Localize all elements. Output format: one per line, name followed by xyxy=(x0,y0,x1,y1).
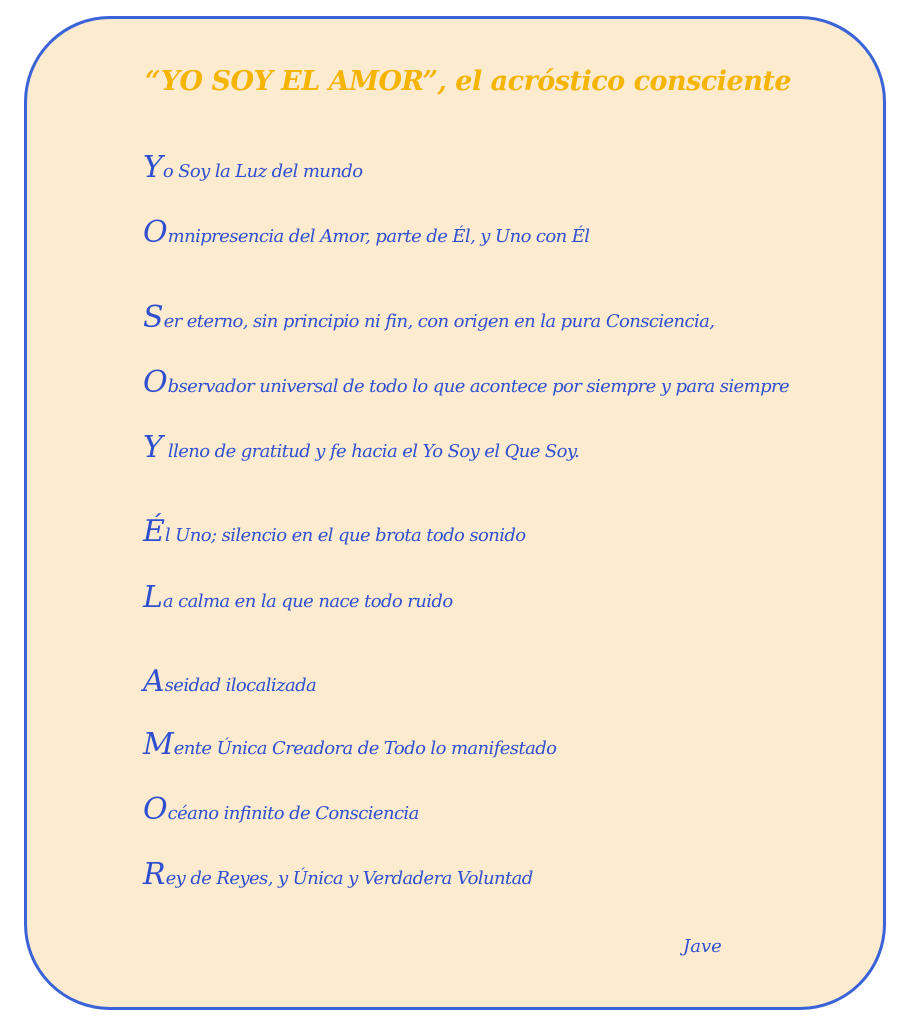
poem-line-text: o Soy la Luz del mundo xyxy=(162,161,363,182)
poem-line-2 xyxy=(143,215,590,250)
poem-line-text: lleno de gratitud y fe hacia el Yo Soy el Que Soy. xyxy=(162,441,580,462)
poem-line-text: er eterno, sin principio ni fin, con origen en la pura Consciencia, xyxy=(163,311,715,332)
poem-line-6 xyxy=(143,514,526,549)
poem-line-initial: O xyxy=(143,365,168,400)
poem-line-text: mnipresencia del Amor, parte de Él, y Uno con Él xyxy=(167,226,590,247)
poem-line-8 xyxy=(143,664,317,699)
poem-line-7 xyxy=(143,580,453,615)
poem-line-initial: M xyxy=(143,727,174,762)
poem-line-11 xyxy=(143,857,533,892)
poem-line-initial: Y xyxy=(143,150,163,185)
poem-title: “YO SOY EL AMOR”, el acróstico consciente xyxy=(145,66,792,97)
poem-line-text: l Uno; silencio en el que brota todo sonido xyxy=(164,525,526,546)
poem-line-initial: O xyxy=(143,792,168,827)
poem-line-1 xyxy=(143,150,363,185)
poem-line-text: ey de Reyes, y Única y Verdadera Voluntad xyxy=(165,868,533,889)
poem-line-text: ente Única Creadora de Todo lo manifestado xyxy=(173,738,557,759)
poem-line-initial: R xyxy=(143,857,166,892)
poem-line-10 xyxy=(143,792,419,827)
poem-line-initial: L xyxy=(143,580,163,615)
poem-line-3 xyxy=(143,300,715,335)
poem-line-9 xyxy=(143,727,557,762)
poem-line-initial: S xyxy=(143,300,164,335)
poem-line-initial: Y xyxy=(143,430,163,465)
poem-line-initial: A xyxy=(143,664,165,699)
poem-line-initial: O xyxy=(143,215,168,250)
author-signature: Jave xyxy=(683,936,722,957)
poem-line-text: céano infinito de Consciencia xyxy=(167,803,419,824)
poem-line-initial: É xyxy=(143,514,165,549)
poem-line-text: seidad ilocalizada xyxy=(164,675,317,696)
poem-line-5 xyxy=(143,430,580,465)
poem-line-4 xyxy=(143,365,790,400)
poem-line-text: bservador universal de todo lo que acontece por siempre y para siempre xyxy=(167,376,790,397)
poem-line-text: a calma en la que nace todo ruido xyxy=(162,591,453,612)
